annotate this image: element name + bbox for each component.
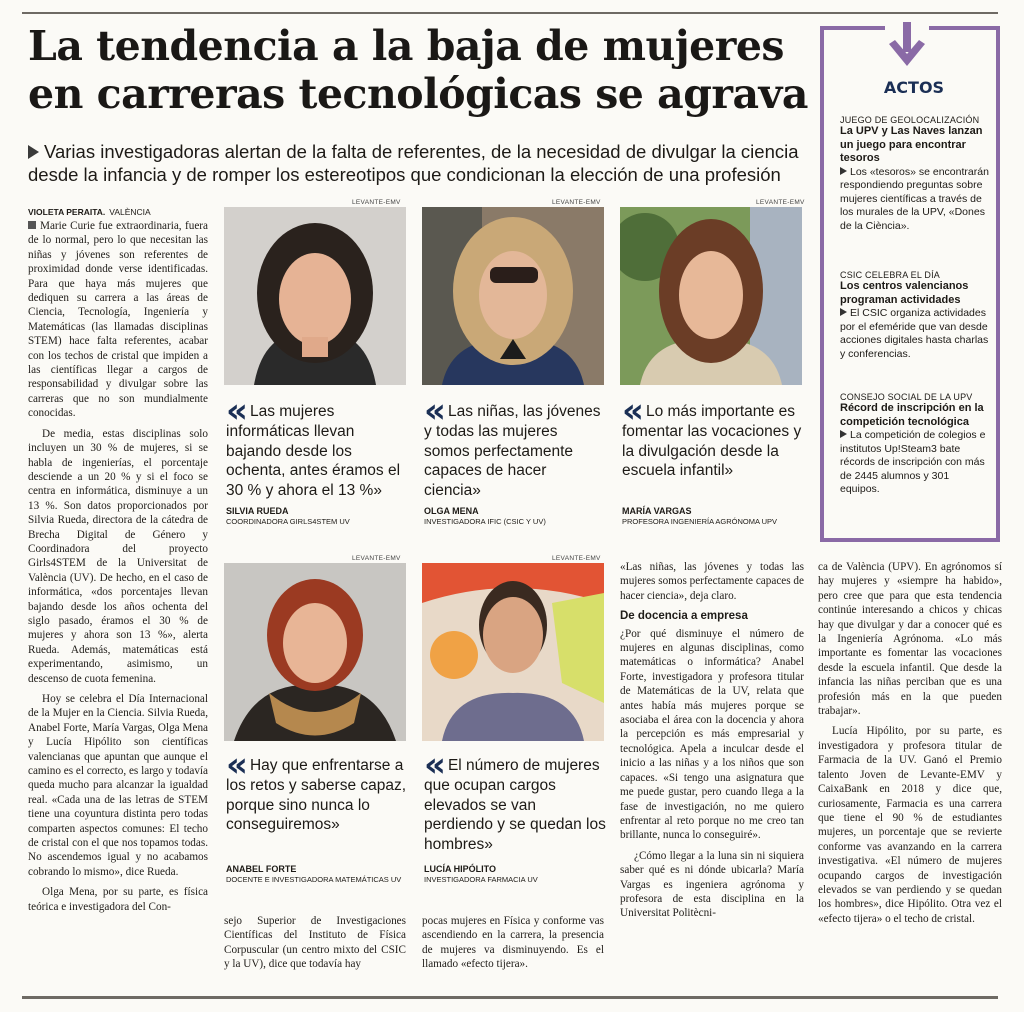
quote-role: COORDINADORA GIRLS4STEM UV [226, 517, 350, 526]
quote-mark-icon: « [622, 391, 638, 431]
actos-text: La competición de colegios e institutos Up!Steam3 bate récords de inscripción con más de 2445 alumnos y 301 equipos. [840, 429, 986, 495]
triangle-bullet-icon [840, 167, 847, 175]
quote-mark-icon: « [226, 745, 242, 785]
portrait-illustration [620, 207, 802, 385]
photo-olga-mena [422, 207, 604, 385]
quote-mark-icon: « [424, 391, 440, 431]
quote-role: INVESTIGADORA FARMACIA UV [424, 875, 538, 884]
quote-name: ANABEL FORTE [226, 864, 297, 874]
body-paragraph: ¿Cómo llegar a la luna sin ni siquiera saber qué es ni dónde ubicarla? María Vargas es ingeniera agrónoma y profesora de esta disciplina en la Universitat Politècni- [620, 849, 804, 920]
portrait-illustration [422, 563, 604, 741]
photo-credit: LEVANTE-EMV [552, 199, 601, 206]
body-paragraph: Marie Curie fue extraordinaria, fuera de lo normal, pero lo que necesitan las niñas y jóvenes son referentes de proximidad donde verse identificadas. Para que haya más mujeres que dediquen su carrera a las áreas de Ciencia, Tecnología, Ingeniería y Matemáticas (las llamadas disciplinas STEM) hace falta referentes, acabar con los techos de cristal que impiden a las científicas llegar a cargos de responsabilidad y divulgar sobre las carreras que no son mundialmente conocidas. [28, 220, 208, 420]
body-paragraph: Olga Mena, por su parte, es física teórica e investigadora del Con- [28, 886, 208, 913]
headline-line-2: en carreras tecnológicas se agrava [28, 70, 808, 118]
actos-kicker: JUEGO DE GEOLOCALIZACIÓN [840, 115, 980, 125]
headline-line-1: La tendencia a la baja de mujeres [28, 22, 785, 70]
body-column-5 [818, 560, 1002, 932]
headline [28, 22, 808, 118]
actos-item [840, 115, 990, 233]
portrait-illustration [224, 207, 406, 385]
photo-credit: LEVANTE-EMV [352, 555, 401, 562]
quote-mark-icon: « [226, 391, 242, 431]
arrow-down-icon [885, 20, 929, 70]
section-heading: De docencia a empresa [620, 610, 748, 623]
actos-kicker: CSIC CELEBRA EL DÍA [840, 270, 941, 280]
body-paragraph: pocas mujeres en Física y conforme vas ascendiendo en la carrera, la presencia de mujeres va disminuyendo. Es el llamado «efecto tijera». [422, 915, 604, 971]
quote-mark-icon: « [424, 745, 440, 785]
photo-credit: LEVANTE-EMV [352, 199, 401, 206]
byline [28, 207, 151, 217]
photo-lucia-hipolito [422, 563, 604, 741]
quote-name: LUCÍA HIPÓLITO [424, 864, 496, 874]
quote-role: DOCENTE E INVESTIGADORA MATEMÁTICAS UV [226, 875, 402, 884]
byline-place: VALÈNCIA [109, 207, 151, 217]
photo-anabel-forte [224, 563, 406, 741]
body-paragraph: De media, estas disciplinas solo incluyen un 30 % de mujeres, si se habla de ingenierías, el porcentaje desciende a un 20 % y si el foco se centra en informática, disminuye a un 13 %. Son datos proporcionados por Silvia Rueda, directora de la cátedra de Brecha Digital de Género y Coordinadora del proyecto Girls4STEM de la Universitat de València (UV). De hecho, en el caso de informática, «dos porcentajes llevan bajando desde los años ochenta del siglo pasado, éramos el 30 % de mujeres y ahora son 13 %», alerta Rueda. Además, matemáticas está experimentando, asimismo, un descenso de cuota femenina. [28, 427, 208, 685]
actos-item [840, 270, 990, 361]
body-column-2 [224, 914, 406, 978]
quote-name: SILVIA RUEDA [226, 506, 289, 516]
photo-silvia-rueda [224, 207, 406, 385]
bottom-rule [22, 996, 998, 999]
body-column-3 [422, 914, 604, 978]
pull-quote: « Las niñas, las jóvenes y todas las mujeres somos perfectamente capaces de hacer ciencia» [424, 391, 601, 499]
body-paragraph: «Las niñas, las jóvenes y todas las mujeres somos perfectamente capaces de hacer ciencia», deja claro. [620, 561, 804, 602]
actos-text: El CSIC organiza actividades por el efeméride que van desde acciones digitales hasta charlas y conferencias. [840, 307, 989, 360]
pull-quote: « Lo más importante es fomentar las vocaciones y la divulgación desde la escuela infantil» [622, 391, 802, 479]
top-rule [22, 12, 998, 14]
actos-title: ACTOS [883, 78, 945, 97]
actos-heading: Récord de inscripción en la competición tecnológica [840, 402, 984, 428]
photo-maria-vargas [620, 207, 802, 385]
quote-name: MARÍA VARGAS [622, 506, 692, 516]
body-column-4 [620, 560, 804, 927]
actos-text: Los «tesoros» se encontrarán respondiendo preguntas sobre mujeres científicas a través de los murales de la UPV, «Dones de la Ciència». [840, 165, 989, 232]
body-paragraph: sejo Superior de Investigaciones Científicas del Instituto de Física Corpuscular (un centro mixto del CSIC y la UV), dice que todavía hay [224, 915, 406, 971]
portrait-illustration [224, 563, 406, 741]
body-paragraph: Hoy se celebra el Día Internacional de la Mujer en la Ciencia. Silvia Rueda, Anabel Forte, María Vargas, Olga Mena y Lucía Hipólito son científicas valencianas que apuntan que aunque el camino es el correcto, es largo y todavía queda mucho para alcanzar la igualdad real. «Cada una de las letras de STEM tiene una coyuntura distinta pero todas comparten aspectos comunes: El techo de cristal con el que nos topamos todas. No ascendemos igual y no acabamos cobrando lo mismo», dice Rueda. [28, 693, 208, 878]
photo-credit: LEVANTE-EMV [756, 199, 805, 206]
subheadline [28, 140, 808, 186]
quote-name: OLGA MENA [424, 506, 479, 516]
body-paragraph: ca de València (UPV). En agrónomos sí hay mujeres y «siempre ha habido», pero cree que para que esta tendencia continúe interesando a chicos y chicas hay que divulgar y dar a conocer qué es la Ingeniería Agrónoma. «Lo más importante es fomentar las vocaciones desde la escuela infantil. Que desde la infancia las niñas perciban que es una profesión más en la que pueden trabajar». [818, 561, 1002, 718]
quote-role: INVESTIGADORA IFIC (CSIC Y UV) [424, 517, 546, 526]
pull-quote: « El número de mujeres que ocupan cargos elevados se van perdiendo y se quedan los hombres» [424, 745, 606, 853]
actos-heading: Los centros valencianos programan actividades [840, 280, 969, 306]
triangle-bullet-icon [840, 430, 847, 438]
body-paragraph: ¿Por qué disminuye el número de mujeres en algunas disciplinas, como matemáticas o informática? Anabel Forte, investigadora y profesora titular de Matemáticas de la UV, relata que antes había más mujeres porque se asociaba el área con la docencia y ahora la percepción es más empresarial y tecnológica. Apela a inculcar desde el inicio a las niñas y a los niños que son capaces. «Si tengo una asignatura que me puede gustar, pero cuando llega a la fase de investigación, no me quiero enfrentar al reto porque no me creo tan brillante, nunca lo conseguiré». [620, 627, 804, 842]
body-column-1 [28, 219, 208, 995]
triangle-bullet-icon [840, 308, 847, 316]
byline-author: VIOLETA PERAITA. [28, 207, 106, 217]
photo-credit: LEVANTE-EMV [552, 555, 601, 562]
actos-heading: La UPV y Las Naves lanzan un juego para encontrar tesoros [840, 125, 983, 164]
start-square-icon [28, 221, 36, 229]
portrait-illustration [422, 207, 604, 385]
quote-role: PROFESORA INGENIERÍA AGRÓNOMA UPV [622, 517, 778, 526]
triangle-bullet-icon [28, 145, 39, 159]
body-paragraph: Lucía Hipólito, por su parte, es investigadora y profesora titular de Farmacia de la UV. Ganó el Premio talento Joven de Levante-EMV y CaixaBank en 2018 y dice que, curiosamente, Farmacia es una carrera que tiene el 90 % de estudiantes mujeres, un porcentaje que se revierte conforme vas avanzando en la carrera investigativa. «El número de mujeres ocupando cargos de investigación elevados se van perdiendo y se quedan los hombres», dice Hipólito. Otra vez el «efecto tijera» o el techo de cristal. [818, 725, 1002, 925]
actos-kicker: CONSEJO SOCIAL DE LA UPV [840, 392, 973, 402]
subheadline-text: Varias investigadoras alertan de la falta de referentes, de la necesidad de divulgar la ciencia desde la infancia y de romper los estereotipos que condicionan la elección de una profesión [28, 141, 799, 185]
pull-quote: « Hay que enfrentarse a los retos y saberse capaz, porque sino nunca lo conseguiremos» [226, 745, 407, 833]
actos-item [840, 392, 990, 497]
pull-quote: « Las mujeres informáticas llevan bajando desde los ochenta, antes éramos el 30 % y ahora el 13 %» [226, 391, 401, 499]
